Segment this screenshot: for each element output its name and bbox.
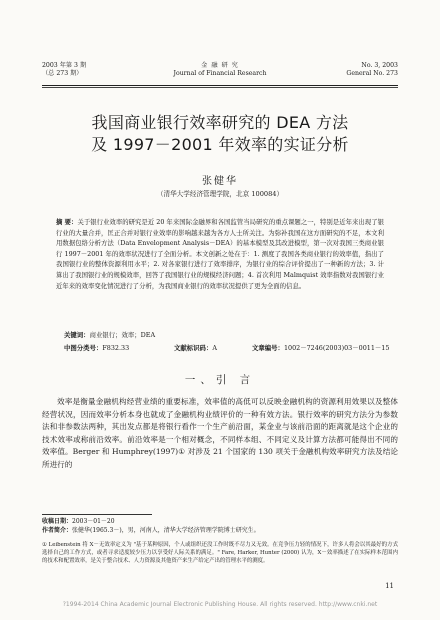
article-meta bbox=[42, 517, 398, 535]
doc-code: A bbox=[212, 344, 217, 352]
running-header bbox=[42, 62, 398, 84]
footnote-rule bbox=[42, 514, 152, 515]
clc-code: F832.33 bbox=[102, 344, 130, 352]
classification-line bbox=[64, 343, 394, 353]
copyright-footer: ?1994-2014 China Academic Journal Electronic Publishing House. All rights reserved. http://www.cnki.net bbox=[62, 601, 378, 608]
author-info-label: 作者简介： bbox=[42, 527, 73, 534]
article-id: 1002－7246(2003)03－0011－15 bbox=[283, 344, 390, 352]
author-affiliation: （清华大学经济管理学院，北京 100084） bbox=[156, 190, 284, 198]
issue-general-en: General No. 273 bbox=[346, 70, 398, 77]
abstract-text: 关于银行业效率的研究是近 20 年来国际金融界和各国监管当局研究的重点课题之一，特别是近年来出现了银行业的大量合并，匡正合并对银行业效率的影响越来越为各方人士所关注。为弥补我国在这方面研究的不足，本文利用数据包络分析方法（Data Envelopment Analysis－DEA）的基本模型及其改进模型，第一次对我国三类商业银行 1997－2001 年的效率状况进行了全面分析。本文创新之处在于：1. 测度了我国各类商业银行的效率值，指出了我国银行业的整体资源利用水平；2. 对各家银行进行了效率排序，为银行业的综合评价提出了一种新的方法；3. 计算出了我国银行业的规模效率，回答了我国银行业的规模经济问题；4. 首次利用 Malmquist 效率指数对我国银行业近年来的效率变化情况进行了分析，为我国商业银行的效率状况提供了更为全面的信息。 bbox=[56, 218, 384, 290]
keywords-label: 关键词： bbox=[64, 331, 90, 339]
abstract-label: 摘 要： bbox=[56, 218, 78, 226]
keywords-text: 商业银行；效率；DEA bbox=[89, 331, 156, 339]
article-id-label: 文章编号： bbox=[252, 344, 284, 352]
title-line-2: 及 1997－2001 年效率的实证分析 bbox=[91, 135, 349, 154]
header-rule bbox=[42, 85, 398, 86]
journal-name-cn: 金 融 研 究 bbox=[201, 62, 239, 69]
journal-name bbox=[42, 62, 398, 78]
header-rule-thin bbox=[42, 87, 398, 88]
received-date: 2003－01－20 bbox=[72, 518, 115, 525]
keywords bbox=[64, 330, 384, 340]
footnote: ① Leibenstein 将 X－无效率定义为 "基于某种原因，个人或组织还没工作时既不尽力又无效。在竞争压力轻的情况下，许多人将会以其最好的方式选择自己的工作方式，或者寻求适度较少压力以享受好人际关系的满足。" Fare, Harker, Hunter (2000) 认为，X－效率描述了在实际样本范围内的技术和配置效率，是关于整合技术、人力资源及其他资产来生产给定产出的管理水平的测度。 bbox=[42, 542, 398, 564]
issue-number-en: No. 3, 2003 bbox=[361, 62, 398, 69]
title-line-1: 我国商业银行效率研究的 DEA 方法 bbox=[91, 113, 349, 132]
issue-info-en bbox=[346, 62, 398, 78]
received-label: 收稿日期： bbox=[42, 518, 73, 525]
section-heading: 一、引 言 bbox=[184, 374, 256, 386]
author-name: 张健华 bbox=[202, 176, 238, 187]
page-number: 11 bbox=[385, 582, 394, 590]
body-paragraph: 效率是衡量金融机构经营业绩的重要标准，效率值的高低可以反映金融机构的资源利用效果以及整体经营状况，因而效率分析本身也就成了金融机构业绩评价的一种有效方法。银行效率的研究方法分为参数法和非参数法两种，其出发点都是将银行看作一个生产前沿面，某金业与该前沿面的距离就是这个企业的技术效率或称前沿效率。前沿效率是一个相对概念，不同样本组、不同定义及计算方法都可能得出不同的效率值。Berger 和 Humphrey(1997)① 对涉及 21 个国家的 130 项关于金融机构效率研究方法及结论所进行的 bbox=[42, 397, 398, 469]
author-info: 张健华(1965.3－)，男，河南人，清华大学经济管理学院博士研究生。 bbox=[72, 527, 260, 534]
issue-number: 2003 年第 3 期 bbox=[42, 62, 87, 69]
issue-total: （总 273 期） bbox=[42, 70, 83, 77]
journal-name-en: Journal of Financial Research bbox=[173, 70, 267, 77]
clc-label: 中图分类号： bbox=[64, 344, 103, 352]
abstract bbox=[56, 217, 384, 291]
paper-title bbox=[42, 112, 398, 156]
doc-code-label: 文献标识码： bbox=[174, 344, 213, 352]
body-text bbox=[42, 396, 398, 472]
